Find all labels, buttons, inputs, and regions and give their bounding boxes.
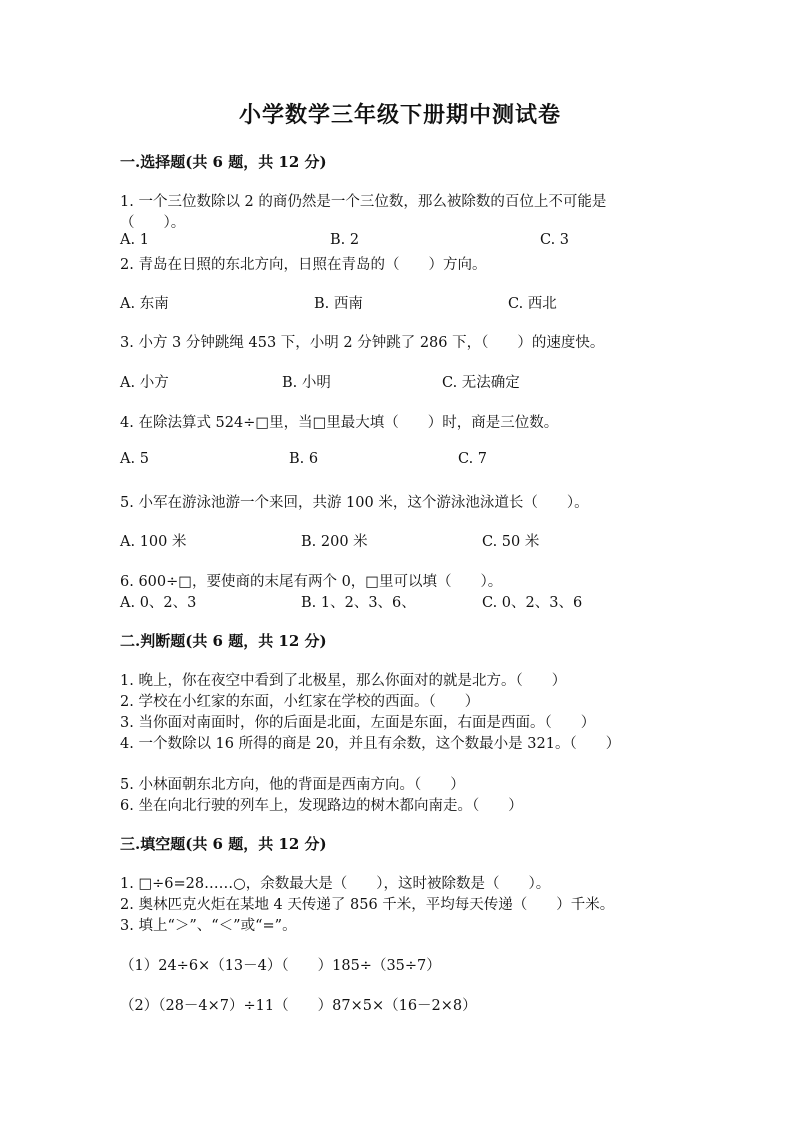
question-1-line-2: （ ）。 [120,215,186,231]
question-2-option-b: B. 西南 [314,296,363,312]
question-2-text: 2. 青岛在日照的东北方向，日照在青岛的（ ）方向。 [120,257,487,273]
page-title: 小学数学三年级下册期中测试卷 [238,102,561,128]
judgement-item-3: 3. 当你面对南面时，你的后面是北面，左面是东面，右面是西面。（ ） [120,715,596,731]
question-3-text: 3. 小方 3 分钟跳绳 453 下，小明 2 分钟跳了 286 下，（ ）的速度快。 [120,335,605,351]
question-4-option-c: C. 7 [458,451,488,467]
question-5-option-b: B. 200 米 [301,534,368,550]
question-6-option-a: A. 0、2、3 [120,595,197,611]
judgement-item-6: 6. 坐在向北行驶的列车上，发现路边的树木都向南走。（ ） [120,798,523,814]
question-6-text: 6. 600÷□，要使商的末尾有两个 0，□里可以填（ ）。 [120,574,503,590]
question-3-option-c: C. 无法确定 [442,375,520,391]
fill-item-1: 1. □÷6=28……○，余数最大是（ ），这时被除数是（ ）。 [120,876,551,892]
question-2-option-c: C. 西北 [508,296,557,312]
judgement-item-5: 5. 小林面朝东北方向，他的背面是西南方向。（ ） [120,777,465,793]
question-1-option-b: B. 2 [330,232,360,248]
fill-item-3: 3. 填上“＞”、“＜”或“=”。 [120,918,297,934]
question-5-text: 5. 小军在游泳池游一个来回，共游 100 米，这个游泳池泳道长（ ）。 [120,495,589,511]
question-5-option-c: C. 50 米 [482,534,540,550]
section-heading-fill-blank: 三.填空题(共 6 题，共 12 分) [120,835,327,853]
question-1-line-1: 1. 一个三位数除以 2 的商仍然是一个三位数，那么被除数的百位上不可能是 [120,194,607,210]
judgement-item-2: 2. 学校在小红家的东面，小红家在学校的西面。（ ） [120,694,480,710]
fill-item-2: 2. 奥林匹克火炬在某地 4 天传递了 856 千米，平均每天传递（ ）千米。 [120,897,615,913]
question-2-option-a: A. 东南 [120,296,169,312]
judgement-item-4: 4. 一个数除以 16 所得的商是 20，并且有余数，这个数最小是 321。（ ） [120,736,621,752]
question-6-option-b: B. 1、2、3、6、 [301,595,416,611]
section-heading-choice: 一.选择题(共 6 题，共 12 分) [120,153,327,171]
question-1-option-a: A. 1 [120,232,149,248]
question-5-option-a: A. 100 米 [120,534,187,550]
question-4-option-b: B. 6 [289,451,319,467]
question-3-option-b: B. 小明 [282,375,331,391]
fill-item-3-sub-1: （1）24÷6×（13－4）（ ）185÷（35÷7） [120,958,441,974]
question-6-option-c: C. 0、2、3、6 [482,595,583,611]
section-heading-judgement: 二.判断题(共 6 题，共 12 分) [120,632,327,650]
question-4-text: 4. 在除法算式 524÷□里，当□里最大填（ ）时，商是三位数。 [120,415,559,431]
question-1-option-c: C. 3 [540,232,570,248]
judgement-item-1: 1. 晚上，你在夜空中看到了北极星，那么你面对的就是北方。（ ） [120,673,567,689]
question-3-option-a: A. 小方 [120,375,169,391]
question-4-option-a: A. 5 [120,451,149,467]
fill-item-3-sub-2: （2）（28－4×7）÷11（ ）87×5×（16－2×8） [120,998,477,1014]
